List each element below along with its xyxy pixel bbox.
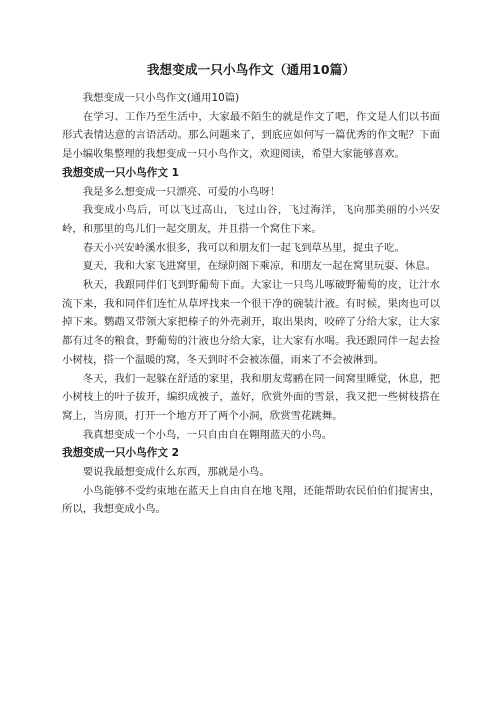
body-paragraph: 我真想变成一个小鸟，一只自由自在翱翔蓝天的小鸟。	[82, 428, 333, 441]
intro-paragraph: 在学习、工作乃至生活中，大家最不陌生的就是作文了吧，作文是人们以书面形式表情达意的言语活动。那么问题来了，到底应如何写一篇优秀的作文呢？下面是小编收集整理的我想变成一只小鸟作文，欢迎阅读，希望大家能够喜欢。	[62, 110, 440, 161]
body-paragraph: 小鸟能够不受约束地在蓝天上自由自在地飞翔，还能帮助农民伯伯们捉害虫，所以，我想变成小鸟。	[62, 484, 440, 516]
section-heading: 我想变成一只小鸟作文 1	[62, 166, 179, 179]
section-heading: 我想变成一只小鸟作文 2	[62, 447, 179, 460]
body-paragraph: 秋天，我跟同伴们飞到野葡萄下面。大家让一只鸟儿啄破野葡萄的皮，让汁水流下来，我和同伴们连忙从草坪找来一个很干净的碗装汁液。有时候，果肉也可以掉下来。鹦鹉又带领大家把榛子的外壳剥开，取出果肉，咬碎了分给大家，让大家都有过冬的粮食，野葡萄的汁液也分给大家，让大家有水喝。我还跟同伴一起去捡小树枝，搭一个温暖的窝，冬天到时不会被冻僵，雨来了不会被淋到。	[62, 279, 440, 366]
document-title: 我想变成一只小鸟作文（通用10篇）	[146, 62, 356, 77]
body-paragraph: 我是多么想变成一只漂亮、可爱的小鸟呀！	[82, 185, 281, 198]
body-paragraph: 夏天，我和大家飞进窝里，在绿阴阁下乘凉，和朋友一起在窝里玩耍、休息。	[82, 260, 437, 273]
body-paragraph: 我变成小鸟后，可以飞过高山，飞过山谷，飞过海洋，飞向那美丽的小兴安岭，和那里的鸟儿们一起交朋友，并且搭一个窝住下来。	[62, 204, 440, 235]
body-paragraph: 春天小兴安岭溪水很多，我可以和朋友们一起飞到草丛里，捉虫子吃。	[82, 241, 405, 254]
body-paragraph: 冬天，我们一起躲在舒适的家里，我和朋友莺鹂在同一间窝里睡觉，休息，把小树枝上的叶子拔开，编织成被子，盖好，欣赏外面的雪景，我又把一些树枝搭在窝上，当房顶，打开一个地方开了两个小洞，欣赏雪花跳舞。	[62, 372, 440, 422]
body-paragraph: 要说我最想变成什么东西，那就是小鸟。	[82, 466, 270, 479]
intro-paragraph: 我想变成一只小鸟作文(通用10篇)	[82, 92, 240, 104]
